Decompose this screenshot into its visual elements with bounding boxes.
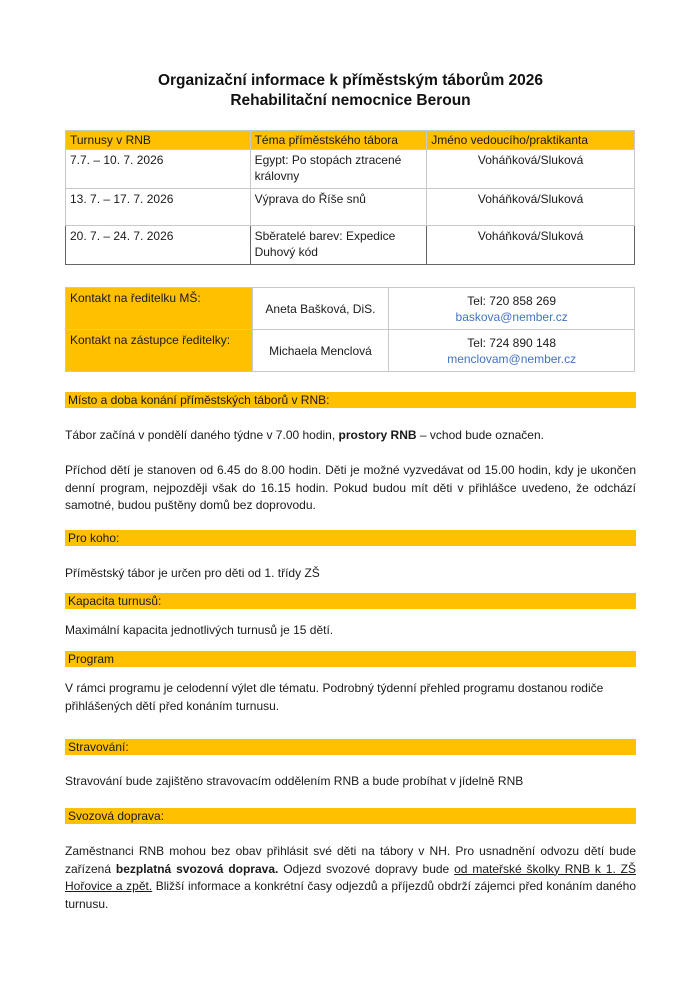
section-heading-doprava: Svozová doprava: <box>65 808 636 824</box>
turnus-dates: 20. 7. – 24. 7. 2026 <box>66 226 251 265</box>
kapacita-text: Maximální kapacita jednotlivých turnusů je 15 dětí. <box>65 623 334 637</box>
contact-label: Kontakt na ředitelku MŠ: <box>66 288 253 330</box>
text-span: Odjezd svozové dopravy bude <box>278 861 455 876</box>
contact-name: Aneta Bašková, DiS. <box>252 288 389 330</box>
table-row <box>66 150 635 189</box>
contact-email-link[interactable]: menclovam@nember.cz <box>447 351 577 366</box>
misto-paragraph-2: Příchod dětí je stanoven od 6.45 do 8.00 hodin. Děti je možné vyzvedávat od 15.00 hodin, kdy je ukončen denní program, nejpozději však do 16.15 hodin. Pokud budou mít děti v přihlášce uvedeno, že odchází samotné, budou puštěny domů bez doprovodu. <box>65 463 636 512</box>
turnusy-table <box>65 130 635 265</box>
bold-text: prostory RNB <box>338 428 417 442</box>
document-title: Organizační informace k příměstským táborům 2026 <box>157 72 544 89</box>
contact-info <box>389 330 635 372</box>
table-row <box>66 226 635 265</box>
contacts-table <box>65 287 635 372</box>
text-span: Bližší informace a konkrétní časy odjezdů a příjezdů obdrží zájemci před konáním daného turnusu. <box>65 879 636 911</box>
bold-text: bezplatná svozová doprava. <box>115 861 279 876</box>
doprava-paragraph <box>65 843 636 913</box>
stravovani-text: Stravování bude zajištěno stravovacím oddělením RNB a bude probíhat v jídelně RNB <box>65 774 524 788</box>
misto-paragraph-1 <box>65 427 636 445</box>
turnus-dates: 13. 7. – 17. 7. 2026 <box>66 189 251 226</box>
contact-phone: Tel: 724 890 148 <box>467 335 557 350</box>
section-heading-kapacita: Kapacita turnusů: <box>65 593 636 609</box>
turnus-theme: Sběratelé barev: Expedice Duhový kód <box>250 226 427 265</box>
section-heading-pro-koho: Pro koho: <box>65 530 636 546</box>
header-jmeno: Jméno vedoucího/praktikanta <box>427 131 635 150</box>
table-row <box>66 189 635 226</box>
pro-koho-text: Příměstský tábor je určen pro děti od 1. třídy ZŠ <box>65 566 320 580</box>
contact-name: Michaela Menclová <box>252 330 389 372</box>
contact-info <box>389 288 635 330</box>
text-span: – vchod bude označen. <box>416 428 544 442</box>
underlined-text: od mateřské školky RNB k 1. ZŠ Hořovice a zpět. <box>65 861 637 893</box>
turnus-leaders: Voháňková/Sluková <box>427 226 635 265</box>
table-header-row <box>66 131 635 150</box>
section-heading-program: Program <box>65 651 636 667</box>
contact-phone: Tel: 720 858 269 <box>467 293 557 308</box>
contact-label: Kontakt na zástupce ředitelky: <box>66 330 253 372</box>
turnus-leaders: Voháňková/Sluková <box>427 189 635 226</box>
turnus-theme: Egypt: Po stopách ztracené královny <box>250 150 427 189</box>
turnus-theme: Výprava do Říše snů <box>250 189 427 226</box>
section-heading-stravovani: Stravování: <box>65 739 636 755</box>
section-heading-misto: Místo a doba konání příměstských táborů v RNB: <box>65 392 636 408</box>
text-span: Tábor začíná v pondělí daného týdne v 7.00 hodin, <box>65 428 339 442</box>
turnus-leaders: Voháňková/Sluková <box>427 150 635 189</box>
contact-email-link[interactable]: baskova@nember.cz <box>455 309 568 324</box>
header-tema: Téma příměstského tábora <box>250 131 427 150</box>
program-text: V rámci programu je celodenní výlet dle tématu. Podrobný týdenní přehled programu dostanou rodiče přihlášených dětí před konáním turnusu. <box>65 681 604 713</box>
contact-row <box>66 288 635 330</box>
document-subtitle: Rehabilitační nemocnice Beroun <box>230 92 471 109</box>
contact-row <box>66 330 635 372</box>
text-span: Zaměstnanci RNB mohou bez obav přihlásit své děti na tábory v NH. Pro usnadnění odvozu dětí bude zařízená <box>65 844 636 876</box>
turnus-dates: 7.7. – 10. 7. 2026 <box>66 150 251 189</box>
header-turnusy: Turnusy v RNB <box>66 131 251 150</box>
